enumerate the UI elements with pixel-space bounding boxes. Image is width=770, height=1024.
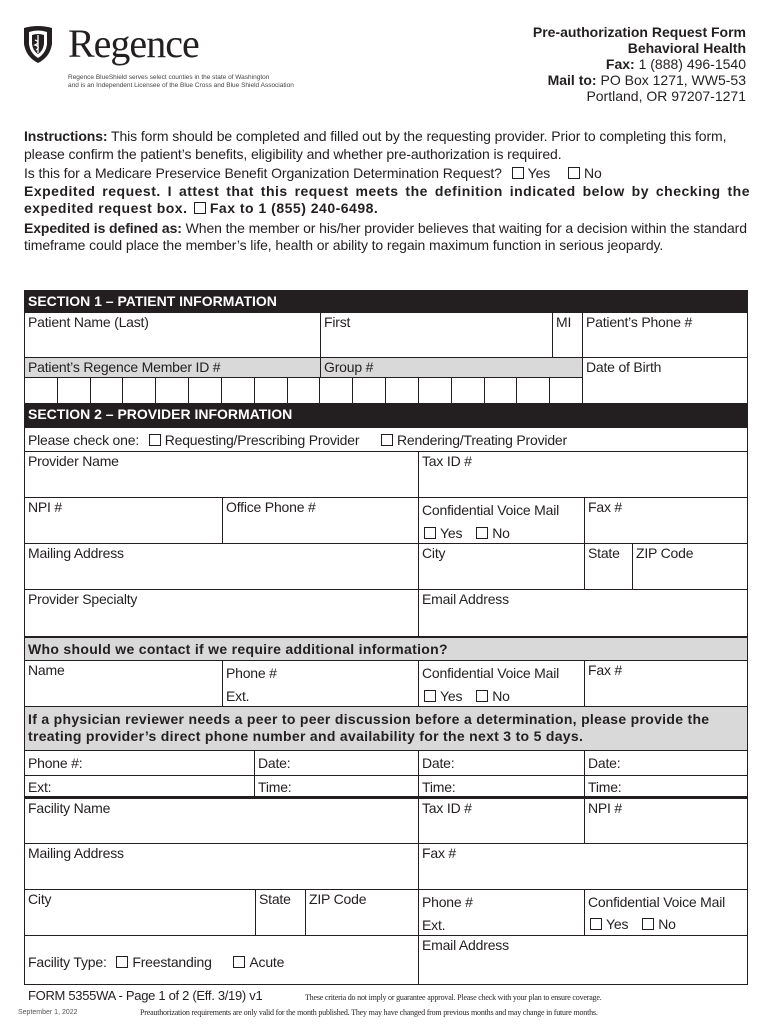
field-label: Name bbox=[28, 662, 65, 678]
no-label: No bbox=[492, 525, 510, 541]
group-digit-box[interactable] bbox=[516, 377, 550, 404]
freestanding-label: Freestanding bbox=[132, 954, 212, 970]
field-label: NPI # bbox=[28, 499, 63, 515]
field-label: Provider Name bbox=[28, 453, 119, 469]
facility-npi-field[interactable] bbox=[584, 796, 748, 844]
form-number: FORM 5355WA - Page 1 of 2 (Eff. 3/19) v1 bbox=[28, 988, 263, 1003]
ext-label: Ext. bbox=[226, 688, 250, 704]
instructions-text: This form should be completed and filled out by the requesting provider. Prior to completing this form, please confirm the patient’s benefits, eligibility and whether pre-authorization is required. bbox=[24, 128, 727, 162]
peer-date-field[interactable] bbox=[418, 750, 585, 776]
provider-type-row bbox=[24, 427, 748, 452]
no-checkbox[interactable] bbox=[476, 690, 488, 702]
facility-email-field[interactable] bbox=[418, 935, 748, 985]
mail-address: PO Box 1271, WW5-53 bbox=[600, 72, 746, 88]
group-digit-box[interactable] bbox=[352, 377, 386, 404]
mail-city: Portland, OR 97207-1271 bbox=[586, 88, 746, 104]
member-id-digit-box[interactable] bbox=[122, 377, 156, 404]
member-id-digit-box[interactable] bbox=[155, 377, 189, 404]
rendering-provider-checkbox[interactable] bbox=[381, 434, 393, 446]
form-title: Pre-authorization Request Form bbox=[532, 24, 746, 40]
contact-name-field[interactable] bbox=[24, 660, 223, 707]
yes-checkbox[interactable] bbox=[590, 918, 602, 930]
peer-date-field[interactable] bbox=[584, 750, 748, 776]
provider-specialty-field[interactable] bbox=[24, 589, 419, 637]
patient-first-name-field[interactable] bbox=[320, 312, 553, 358]
field-label: Phone # bbox=[226, 665, 277, 681]
facility-mailing-field[interactable] bbox=[24, 843, 419, 890]
fax-label: Fax: bbox=[605, 56, 635, 72]
field-label: Mailing Address bbox=[28, 845, 124, 861]
provider-city-field[interactable] bbox=[418, 543, 585, 590]
freestanding-checkbox[interactable] bbox=[116, 956, 128, 968]
group-digit-box[interactable] bbox=[549, 377, 583, 404]
group-digit-box[interactable] bbox=[385, 377, 419, 404]
field-label: Ext: bbox=[28, 779, 52, 795]
medicare-no-checkbox[interactable] bbox=[568, 167, 580, 179]
member-id-digit-box[interactable] bbox=[57, 377, 91, 404]
acute-label: Acute bbox=[249, 954, 285, 970]
facility-tax-id-field[interactable] bbox=[418, 796, 585, 844]
fax-number: 1 (888) 496-1540 bbox=[638, 56, 746, 72]
facility-conf-vm-field bbox=[584, 889, 748, 936]
form-subtitle: Behavioral Health bbox=[627, 40, 746, 56]
form-header bbox=[533, 24, 746, 104]
field-label: Fax # bbox=[588, 499, 623, 515]
section1-header: SECTION 1 – PATIENT INFORMATION bbox=[24, 290, 748, 313]
no-checkbox[interactable] bbox=[642, 918, 654, 930]
field-label: Patient’s Regence Member ID # bbox=[28, 359, 221, 375]
footer-date: September 1, 2022 bbox=[18, 1009, 78, 1016]
contact-fax-field[interactable] bbox=[584, 660, 748, 707]
logo-brand: Regence bbox=[68, 21, 199, 66]
field-label: Group # bbox=[324, 359, 374, 375]
peer-phone-field[interactable] bbox=[24, 750, 255, 776]
patient-phone-field[interactable] bbox=[582, 312, 748, 358]
yes-label: Yes bbox=[440, 688, 463, 704]
field-label: Confidential Voice Mail bbox=[588, 894, 726, 910]
contact-phone-field[interactable] bbox=[222, 660, 419, 707]
field-label: Phone # bbox=[422, 894, 473, 910]
no-label: No bbox=[492, 688, 510, 704]
field-label: Mailing Address bbox=[28, 545, 124, 561]
member-id-digit-box[interactable] bbox=[221, 377, 255, 404]
field-label: Date: bbox=[258, 755, 291, 771]
peer-date-field[interactable] bbox=[254, 750, 419, 776]
field-label: City bbox=[422, 545, 446, 561]
yes-label: Yes bbox=[606, 916, 629, 932]
no-checkbox[interactable] bbox=[476, 527, 488, 539]
facility-type-row bbox=[24, 935, 419, 985]
field-label: Date: bbox=[422, 755, 455, 771]
rendering-label: Rendering/Treating Provider bbox=[397, 432, 567, 448]
check-one-label: Please check one: bbox=[28, 432, 140, 448]
group-digit-box[interactable] bbox=[319, 377, 353, 404]
field-label: Patient’s Phone # bbox=[586, 314, 693, 330]
expedited-text: Expedited request. I attest that this request meets the definition indicated below by checking the expedited request box. bbox=[24, 182, 750, 216]
member-id-digit-box[interactable] bbox=[188, 377, 222, 404]
field-label: Date of Birth bbox=[586, 359, 662, 375]
footer-disclaimer: These criteria do not imply or guarantee approval. Please check with your plan to ensure coverage. bbox=[305, 993, 602, 1002]
field-label: Office Phone # bbox=[226, 499, 316, 515]
mail-label: Mail to: bbox=[547, 72, 597, 88]
date-of-birth-field[interactable] bbox=[582, 357, 748, 404]
contact-header: Who should we contact if we require additional information? bbox=[24, 637, 748, 661]
instructions-label: Instructions: bbox=[24, 128, 108, 144]
field-label: NPI # bbox=[588, 800, 623, 816]
field-label: Confidential Voice Mail bbox=[422, 665, 560, 681]
shield-logo-icon bbox=[22, 24, 54, 64]
yes-checkbox[interactable] bbox=[424, 527, 436, 539]
provider-mailing-field[interactable] bbox=[24, 543, 419, 590]
facility-city-field[interactable] bbox=[24, 889, 256, 936]
group-digit-box[interactable] bbox=[484, 377, 518, 404]
provider-fax-field[interactable] bbox=[584, 497, 748, 544]
member-id-digit-box[interactable] bbox=[287, 377, 321, 404]
requesting-provider-checkbox[interactable] bbox=[149, 434, 161, 446]
field-label: Email Address bbox=[422, 591, 509, 607]
patient-mi-field[interactable] bbox=[552, 312, 583, 358]
facility-fax-field[interactable] bbox=[418, 843, 748, 890]
field-label: State bbox=[259, 891, 291, 907]
no-label: No bbox=[658, 916, 676, 932]
expedited-checkbox[interactable] bbox=[194, 202, 206, 214]
facility-name-field[interactable] bbox=[24, 796, 419, 844]
field-label: Tax ID # bbox=[422, 800, 472, 816]
field-label: MI bbox=[556, 314, 572, 330]
expedited-defined-label: Expedited is defined as: bbox=[24, 219, 182, 236]
field-label: First bbox=[324, 314, 351, 330]
field-label: State bbox=[588, 545, 620, 561]
yes-label: Yes bbox=[527, 165, 551, 181]
peer-time-field[interactable] bbox=[584, 775, 748, 798]
field-label: Phone #: bbox=[28, 755, 83, 771]
provider-name-field[interactable] bbox=[24, 451, 419, 498]
contact-conf-vm-field bbox=[418, 660, 585, 707]
field-label: Tax ID # bbox=[422, 453, 472, 469]
provider-npi-field[interactable] bbox=[24, 497, 223, 544]
footer-disclaimer: Preauthorization requirements are only valid for the month published. They may have changed from previous months and may change in future months. bbox=[140, 1008, 598, 1017]
field-label: Provider Specialty bbox=[28, 591, 138, 607]
medicare-yes-checkbox[interactable] bbox=[512, 167, 524, 179]
field-label: Fax # bbox=[422, 845, 457, 861]
field-label: Time: bbox=[422, 779, 456, 795]
field-label: Date: bbox=[588, 755, 621, 771]
peer-ext-field[interactable] bbox=[24, 775, 255, 798]
provider-conf-vm-field bbox=[418, 497, 585, 544]
medicare-question: Is this for a Medicare Preservice Benefit Organization Determination Request? bbox=[24, 165, 502, 181]
facility-type-label: Facility Type: bbox=[28, 954, 107, 970]
group-label bbox=[320, 357, 583, 378]
field-label: Facility Name bbox=[28, 800, 111, 816]
field-label: Patient Name (Last) bbox=[28, 314, 149, 330]
peer-time-field[interactable] bbox=[418, 775, 585, 798]
field-label: Confidential Voice Mail bbox=[422, 502, 560, 518]
peer-header: If a physician reviewer needs a peer to peer discussion before a determination, please provide the treating provider’s direct phone number and availability for the next 3 to 5 days. bbox=[24, 706, 748, 751]
field-label: Fax # bbox=[588, 662, 623, 678]
instructions bbox=[24, 128, 750, 255]
patient-last-name-field[interactable] bbox=[24, 312, 321, 358]
provider-email-field[interactable] bbox=[418, 589, 748, 637]
group-digit-box[interactable] bbox=[418, 377, 452, 404]
logo-tagline: and is an Independent Licensee of the Blue Cross and Blue Shield Association bbox=[68, 82, 294, 89]
field-label: ZIP Code bbox=[636, 545, 694, 561]
yes-label: Yes bbox=[440, 525, 463, 541]
acute-checkbox[interactable] bbox=[233, 956, 245, 968]
member-id-digit-box[interactable] bbox=[90, 377, 124, 404]
member-id-digit-box[interactable] bbox=[24, 377, 58, 404]
provider-tax-id-field[interactable] bbox=[418, 451, 748, 498]
peer-time-field[interactable] bbox=[254, 775, 419, 798]
office-phone-field[interactable] bbox=[222, 497, 419, 544]
field-label: Email Address bbox=[422, 937, 509, 953]
requesting-label: Requesting/Prescribing Provider bbox=[164, 432, 360, 448]
logo-tagline: Regence BlueShield serves select counties in the state of Washington bbox=[68, 74, 270, 81]
field-label: City bbox=[28, 891, 52, 907]
ext-label: Ext. bbox=[422, 917, 446, 933]
expedited-defined-text: When the member or his/her provider believes that waiting for a decision within the standard timeframe could place the member’s life, health or ability to regain maximum function in serious jeopardy. bbox=[24, 219, 747, 253]
member-id-digit-box[interactable] bbox=[254, 377, 288, 404]
no-label: No bbox=[584, 165, 602, 181]
section2-header: SECTION 2 – PROVIDER INFORMATION bbox=[24, 403, 748, 427]
group-digit-box[interactable] bbox=[451, 377, 485, 404]
facility-state-field[interactable] bbox=[255, 889, 306, 936]
expedited-fax: Fax to 1 (855) 240-6498. bbox=[209, 200, 379, 216]
provider-zip-field[interactable] bbox=[632, 543, 748, 590]
yes-checkbox[interactable] bbox=[424, 690, 436, 702]
field-label: Time: bbox=[588, 779, 622, 795]
provider-state-field[interactable] bbox=[584, 543, 633, 590]
facility-zip-field[interactable] bbox=[305, 889, 419, 936]
field-label: Time: bbox=[258, 779, 292, 795]
field-label: ZIP Code bbox=[309, 891, 367, 907]
member-id-label bbox=[24, 357, 321, 378]
facility-phone-field[interactable] bbox=[418, 889, 585, 936]
